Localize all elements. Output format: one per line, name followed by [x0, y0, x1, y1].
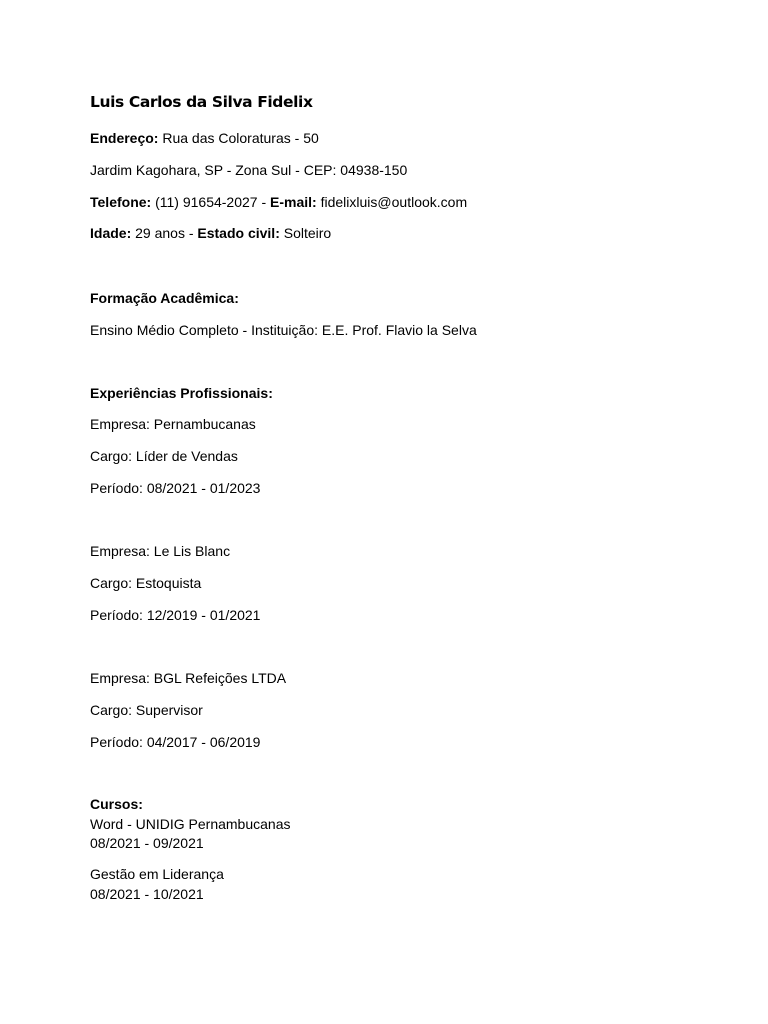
job-2-period: Período: 12/2019 - 01/2021 — [90, 607, 261, 623]
phone-email-line — [90, 194, 467, 211]
education-heading — [90, 290, 239, 307]
education-entry: Ensino Médio Completo - Instituição: E.E. Prof. Flavio la Selva — [90, 322, 477, 338]
job-2-company: Empresa: Le Lis Blanc — [90, 543, 231, 559]
address-label: Endereço: — [90, 130, 159, 146]
experience-heading-text: Experiências Profissionais: — [90, 385, 273, 401]
education-heading-text: Formação Acadêmica: — [90, 290, 239, 306]
courses-heading-text: Cursos: — [90, 796, 143, 812]
job-1-period: Período: 08/2021 - 01/2023 — [90, 480, 261, 496]
course-1-title: Word - UNIDIG Pernambucanas — [90, 816, 291, 832]
email-label: E-mail: — [270, 194, 317, 210]
job-3-company: Empresa: BGL Refeições LTDA — [90, 670, 287, 686]
marital-label: Estado civil: — [197, 225, 280, 241]
age-label: Idade: — [90, 225, 132, 241]
job-3-role: Cargo: Supervisor — [90, 702, 203, 718]
address-line-2: Jardim Kagohara, SP - Zona Sul - CEP: 04938-150 — [90, 162, 408, 178]
age-value: 29 anos - — [131, 225, 198, 241]
phone-value: (11) 91654-2027 - — [151, 194, 271, 210]
job-1-role: Cargo: Líder de Vendas — [90, 448, 238, 464]
course-1-dates: 08/2021 - 09/2021 — [90, 835, 204, 851]
email-value: fidelixluis@outlook.com — [316, 194, 468, 210]
marital-value: Solteiro — [279, 225, 332, 241]
address-value: Rua das Coloraturas - 50 — [158, 130, 319, 146]
courses-heading — [90, 796, 143, 813]
address-line — [90, 130, 319, 147]
age-marital-line — [90, 225, 331, 242]
course-2-title: Gestão em Liderança — [90, 866, 224, 882]
job-3-period: Período: 04/2017 - 06/2019 — [90, 734, 261, 750]
course-2-dates: 08/2021 - 10/2021 — [90, 886, 204, 902]
job-2-role: Cargo: Estoquista — [90, 575, 202, 591]
phone-label: Telefone: — [90, 194, 152, 210]
person-name: Luis Carlos da Silva Fidelix — [90, 93, 313, 111]
experience-heading — [90, 385, 273, 402]
job-1-company: Empresa: Pernambucanas — [90, 416, 256, 432]
